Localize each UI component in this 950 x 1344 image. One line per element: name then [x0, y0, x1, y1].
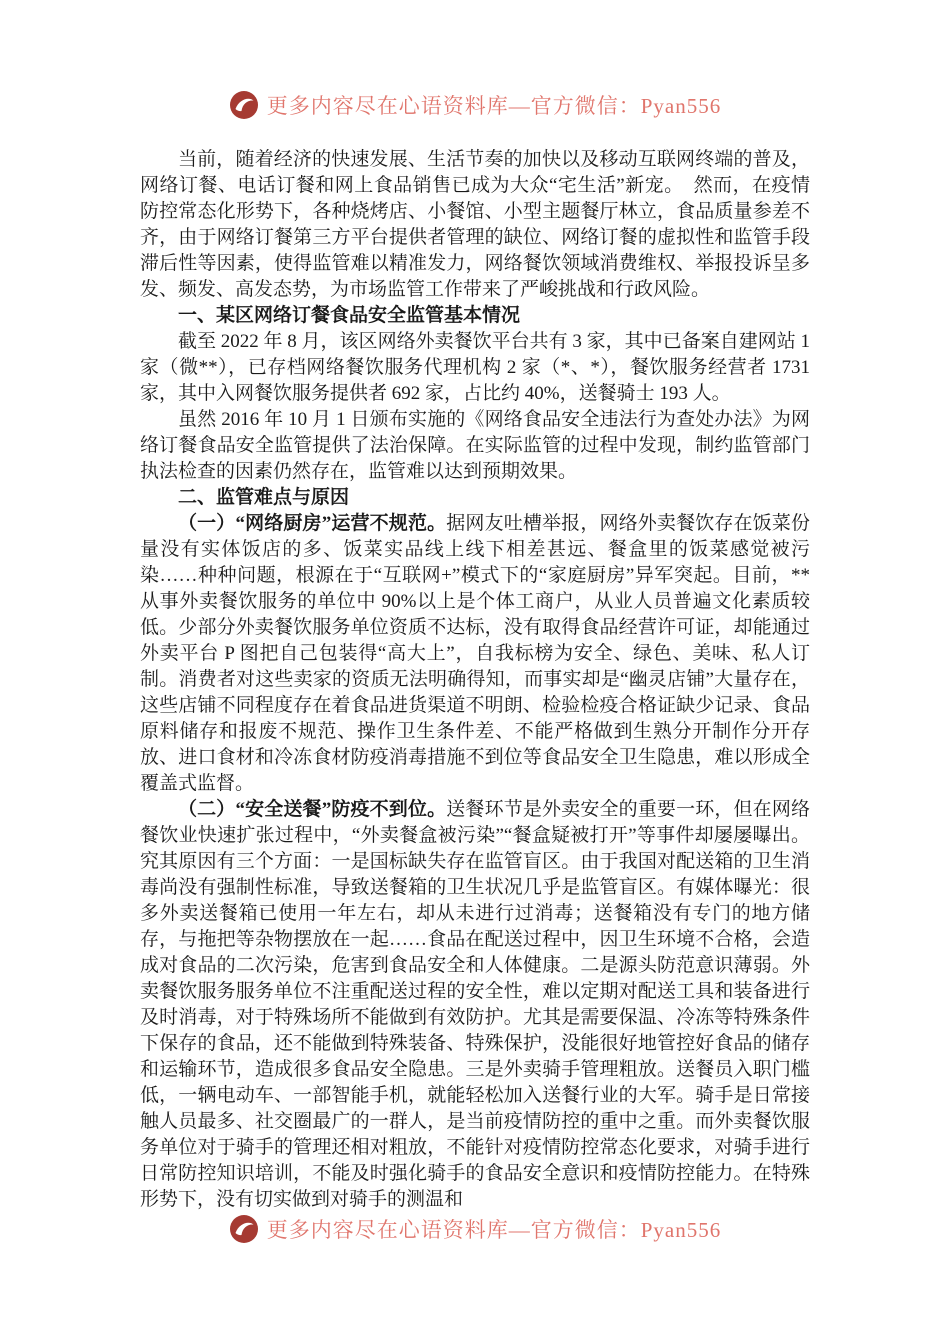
section-heading-1: 一、某区网络订餐食品安全监管基本情况: [178, 305, 521, 326]
footer-watermark-text: 更多内容尽在心语资料库—官方微信：Pyan556: [266, 1218, 722, 1242]
paragraph-safe-delivery-lead: （二）“安全送餐”防疫不到位。: [178, 799, 447, 820]
document-body: [140, 147, 810, 1213]
paragraph-network-kitchen-lead: （一）“网络厨房”运营不规范。: [178, 513, 447, 534]
paragraph-platform-stats: 截至 2022 年 8 月，该区网络外卖餐饮平台共有 3 家，其中已备案自建网站 1 家（微**），已存档网络餐饮服务代理机构 2 家（*、*），餐饮服务经营者 1731 家，其中入网餐饮服务提供者 692 家，占比约 40%，送餐骑士 193 人。: [140, 331, 810, 404]
header-watermark: [0, 90, 950, 120]
paragraph-safe-delivery-body: 送餐环节是外卖安全的重要一环，但在网络餐饮业快速扩张过程中，“外卖餐盒被污染”“餐盒疑被打开”等事件却屡屡曝出。究其原因有三个方面：一是国标缺失存在监管盲区。由于我国对配送箱的卫生消毒尚没有强制性标准，导致送餐箱的卫生状况几乎是监管盲区。有媒体曝光：很多外卖送餐箱已使用一年左右，却从未进行过消毒；送餐箱没有专门的地方储存，与拖把等杂物摆放在一起……食品在配送过程中，因卫生环境不合格，会造成对食品的二次污染，危害到食品安全和人体健康。二是源头防范意识薄弱。外卖餐饮服务服务单位不注重配送过程的安全性，难以定期对配送工具和装备进行及时消毒，对于特殊场所不能做到有效防护。尤其是需要保温、冷冻等特殊条件下保存的食品，还不能做到特殊装备、特殊保护，没能很好地管控好食品的储存和运输环节，造成很多食品安全隐患。三是外卖骑手管理粗放。送餐员入职门槛低，一辆电动车、一部智能手机，就能轻松加入送餐行业的大军。骑手是日常接触人员最多、社交圈最广的一群人，是当前疫情防控的重中之重。而外卖餐饮服务单位对于骑手的管理还相对粗放，不能针对疫情防控常态化要求，对骑手进行日常防控知识培训，不能及时强化骑手的食品安全意识和疫情防控能力。在特殊形势下，没有切实做到对骑手的测温和: [140, 799, 810, 1210]
paragraph-intro: 当前，随着经济的快速发展、生活节奏的加快以及移动互联网终端的普及，网络订餐、电话订餐和网上食品销售已成为大众“宅生活”新宠。 然而，在疫情防控常态化形势下，各种烧烤店、小餐馆、小型主题餐厅林立，食品质量参差不齐，由于网络订餐第三方平台提供者管理的缺位、网络订餐的虚拟性和监管手段滞后性等因素，使得监管难以精准发力，网络餐饮领域消费维权、举报投诉呈多发、频发、高发态势，为市场监管工作带来了严峻挑战和行政风险。: [140, 149, 810, 300]
header-watermark-text: 更多内容尽在心语资料库—官方微信：Pyan556: [266, 94, 722, 118]
paragraph-network-kitchen: [140, 511, 810, 797]
paragraph-legal-basis: 虽然 2016 年 10 月 1 日颁布实施的《网络食品安全违法行为查处办法》为网络订餐食品安全监管提供了法治保障。在实际监管的过程中发现，制约监管部门执法检查的因素仍然存在，监管难以达到预期效果。: [140, 409, 810, 482]
xinyu-logo-icon: [229, 90, 259, 120]
paragraph-safe-delivery: [140, 797, 810, 1213]
footer-watermark: [0, 1214, 950, 1244]
section-heading-2: 二、监管难点与原因: [178, 487, 350, 508]
xinyu-logo-icon: [229, 1214, 259, 1244]
paragraph-network-kitchen-body: 据网友吐槽举报，网络外卖餐饮存在饭菜份量没有实体饭店的多、饭菜实品线上线下相差甚远、餐盒里的饭菜感觉被污染……种种问题，根源在于“互联网+”模式下的“家庭厨房”异军突起。目前，**从事外卖餐饮服务的单位中 90%以上是个体工商户，从业人员普遍文化素质较低。少部分外卖餐饮服务单位资质不达标，没有取得食品经营许可证，却能通过外卖平台 P 图把自己包装得“高大上”，自我标榜为安全、绿色、美味、私人订制。消费者对这些卖家的资质无法明确得知，而事实却是“幽灵店铺”大量存在，这些店铺不同程度存在着食品进货渠道不明朗、检验检疫合格证缺少记录、食品原料储存和报废不规范、操作卫生条件差、不能严格做到生熟分开制作分开存放、进口食材和冷冻食材防疫消毒措施不到位等食品安全卫生隐患，难以形成全覆盖式监督。: [140, 513, 810, 794]
